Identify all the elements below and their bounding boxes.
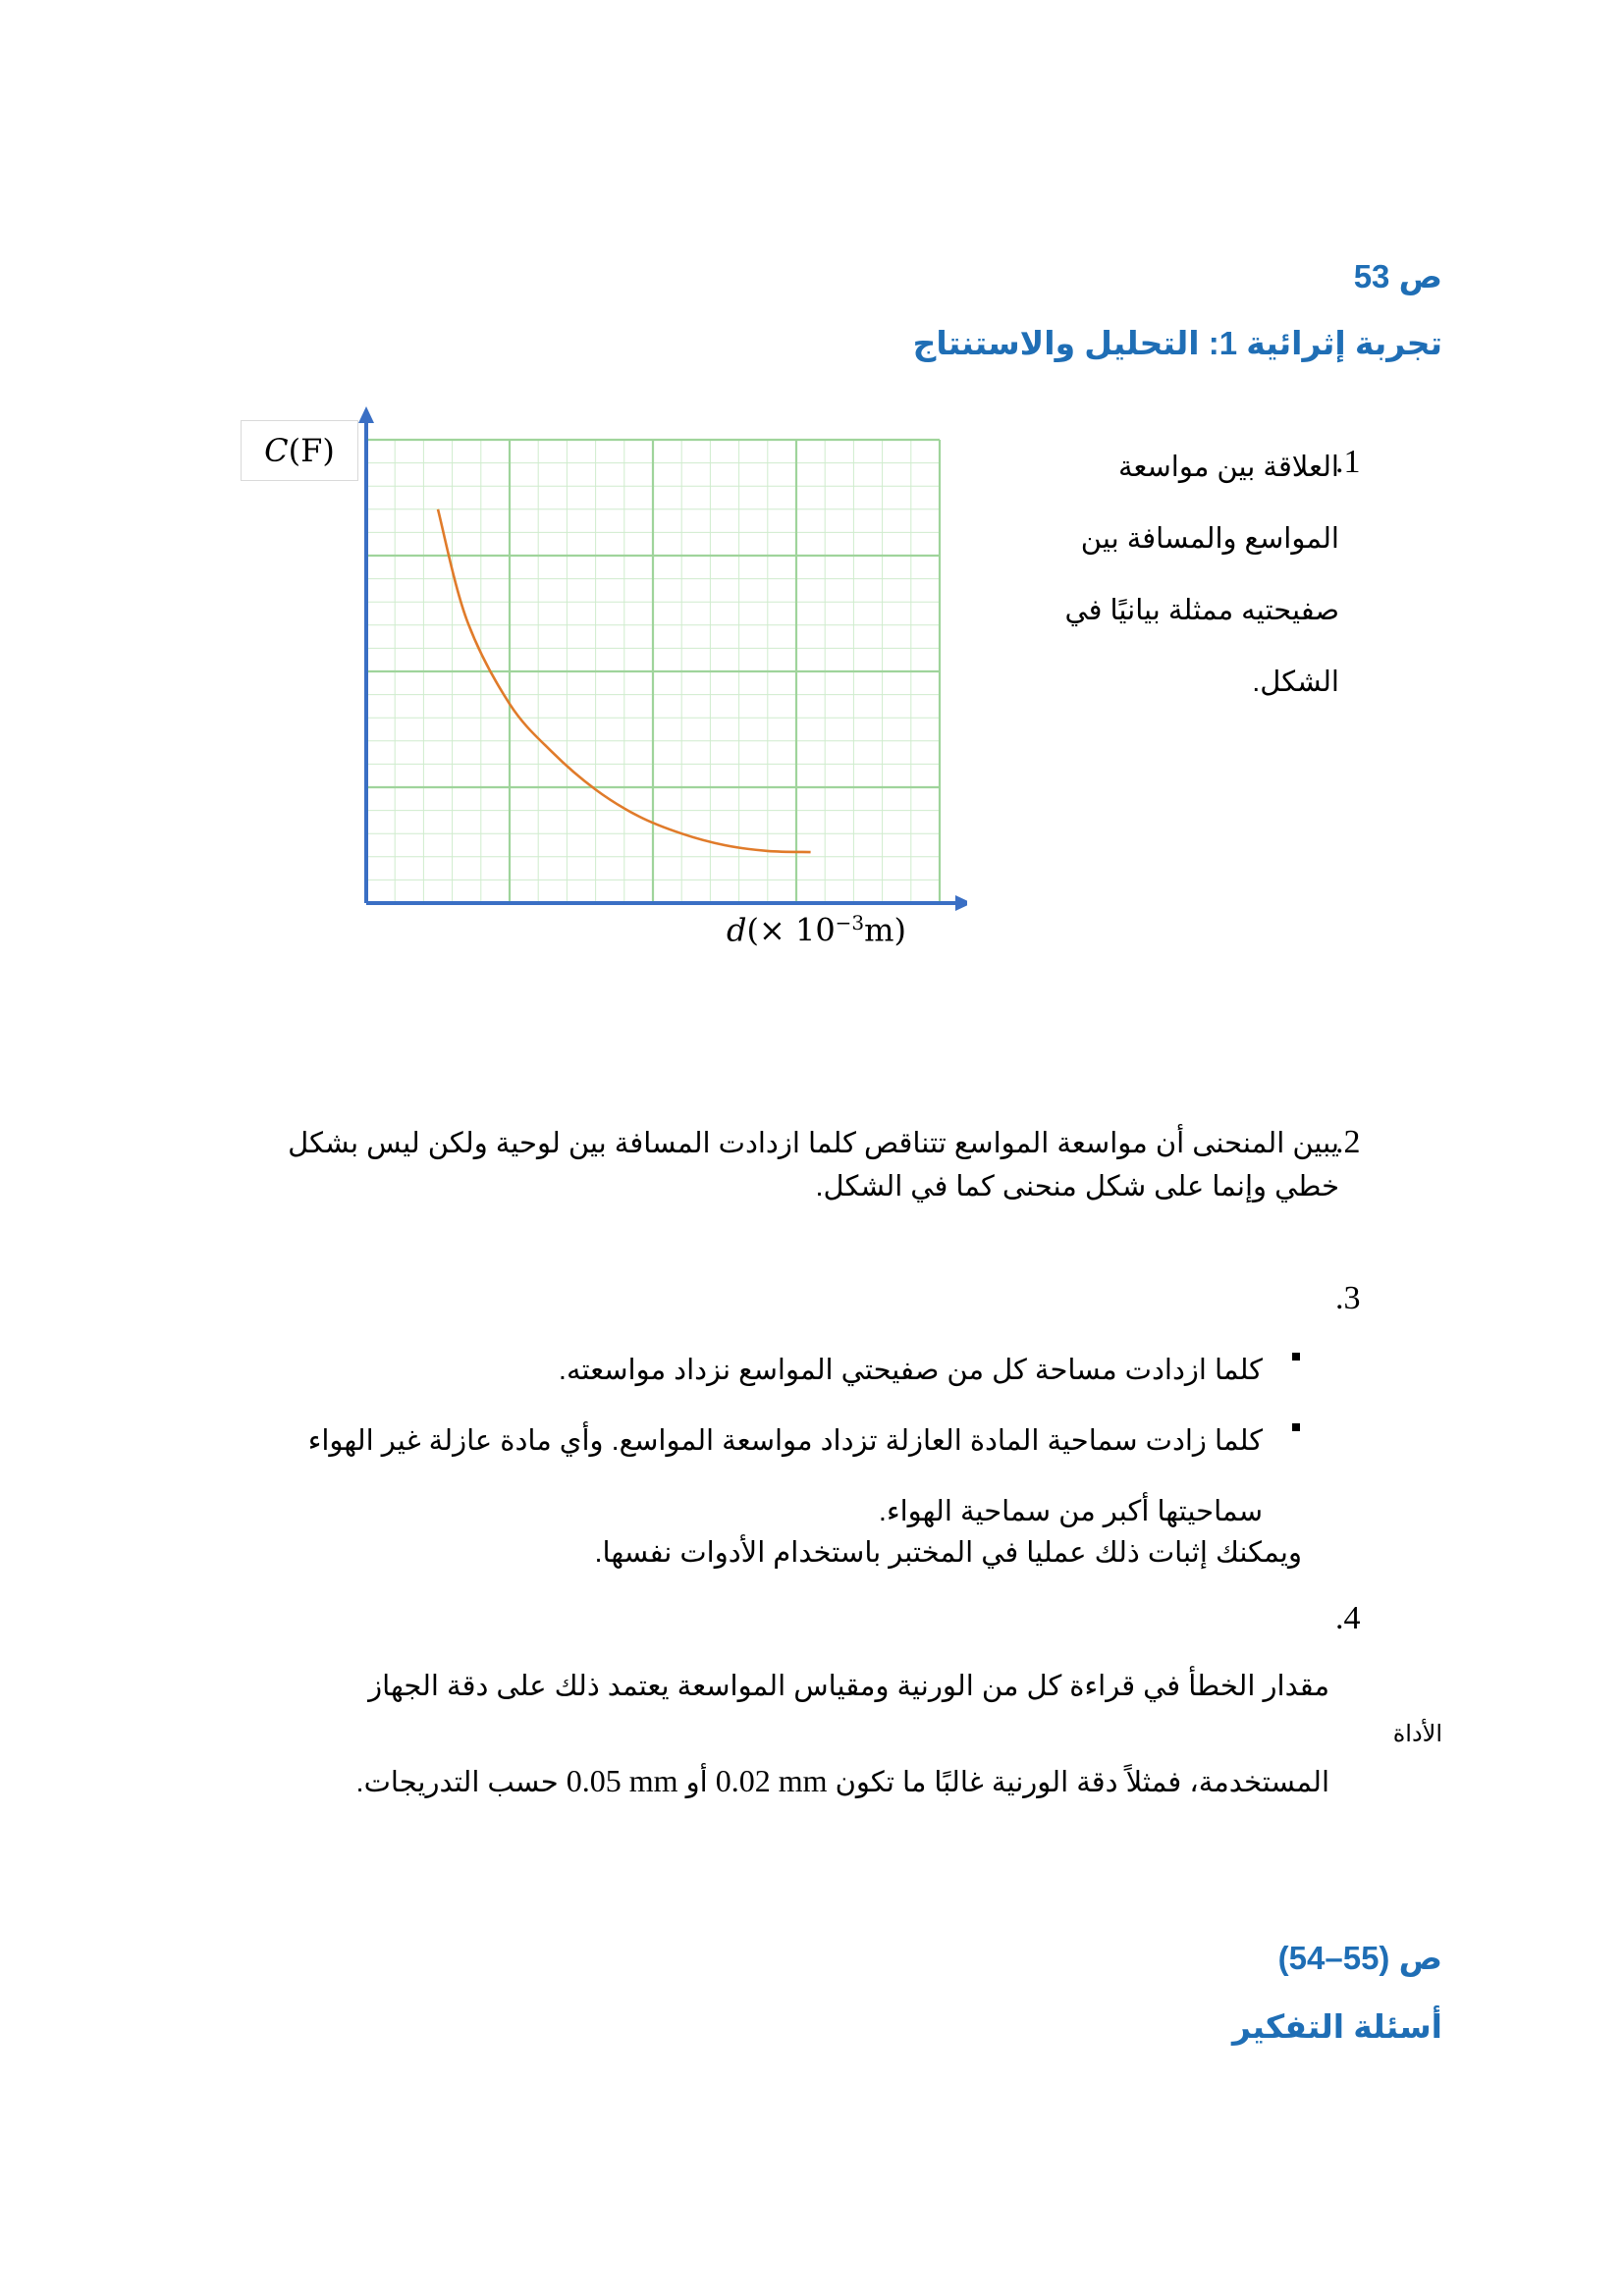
vernier-precision-value-2: 0.05 mm	[566, 1763, 678, 1798]
item-2-number: .2	[1335, 1124, 1361, 1160]
section-title-thinking-questions: أسئلة التفكير	[1231, 2008, 1442, 2045]
item-4-aside: الأداة	[1392, 1721, 1442, 1747]
item-3-number: .3	[1335, 1280, 1361, 1316]
bullet-line: كلما ازدادت مساحة كل من صفيحتي المواسع نزداد مواسعته.	[558, 1355, 1263, 1386]
capacitance-distance-chart	[241, 402, 967, 952]
y-axis-arrow	[358, 406, 374, 423]
item-2-line: خطي وإنما على شكل منحنى كما في الشكل.	[815, 1171, 1339, 1202]
chart-x-axis-label	[727, 911, 906, 949]
y-axis-var: C	[264, 432, 289, 469]
bullet-line: كلما زادت سماحية المادة العازلة تزداد مواسعة المواسع. وأي مادة عازلة غير الهواء	[307, 1425, 1263, 1457]
x-axis-arrow	[955, 895, 967, 911]
item-1-number: .1	[1335, 444, 1361, 480]
item-2-text	[259, 1122, 1339, 1208]
item-1	[986, 432, 1339, 719]
page-reference-prefix: ص	[1398, 1940, 1442, 1976]
x-axis-var: d	[727, 911, 747, 949]
page-reference-prefix: ص	[1398, 258, 1442, 294]
section-title-enrichment: تجربة إثرائية 1: التحليل والاستنتاج	[912, 325, 1442, 361]
item-3-bullet-1	[254, 1335, 1300, 1406]
x-axis-unit: (× 10	[746, 911, 836, 949]
y-axis-unit: (F)	[288, 432, 335, 469]
item-4-number: .4	[1335, 1600, 1361, 1636]
bullet-square-icon	[1292, 1423, 1300, 1431]
item-4-or: أو	[685, 1767, 708, 1798]
x-axis-unit-end: m)	[864, 911, 906, 949]
bullet-square-icon	[1292, 1353, 1300, 1361]
item-1-line: الشكل.	[1252, 667, 1339, 698]
page-reference-number: (54–55)	[1277, 1940, 1390, 1976]
page-reference-2	[1278, 1939, 1442, 1977]
item-3-bullets	[254, 1335, 1300, 1547]
bullet-line: سماحيتها أكبر من سماحية الهواء.	[878, 1496, 1263, 1527]
item-1-line: المواسع والمسافة بين	[1080, 523, 1339, 555]
item-1-line: صفيحتيه ممثلة بيانيًا في	[1064, 595, 1339, 626]
page-reference	[1354, 257, 1442, 295]
chart-y-axis-label	[241, 420, 358, 481]
item-4-line-2	[356, 1757, 1329, 1806]
x-axis-exp: −3	[835, 911, 865, 934]
item-2-line: يبين المنحنى أن مواسعة المواسع تتناقص كلما ازدادت المسافة بين لوحية ولكن ليس بشكل	[288, 1128, 1339, 1159]
page-reference-number: 53	[1353, 258, 1390, 294]
item-3-bullet-2	[254, 1406, 1300, 1547]
item-3-footer: ويمكنك إثبات ذلك عمليا في المختبر باستخدام الأدوات نفسها.	[594, 1537, 1302, 1569]
item-4-line-2-a: المستخدمة، فمثلاً دقة الورنية غالبًا ما تكون	[835, 1767, 1329, 1798]
item-1-line: العلاقة بين مواسعة	[1117, 452, 1339, 483]
item-4-line-2-b: حسب التدريجات.	[355, 1767, 559, 1798]
item-4-line-1: مقدار الخطأ في قراءة كل من الورنية ومقياس المواسعة يعتمد ذلك على دقة الجهاز	[368, 1671, 1329, 1702]
vernier-precision-value-1: 0.02 mm	[715, 1763, 828, 1798]
